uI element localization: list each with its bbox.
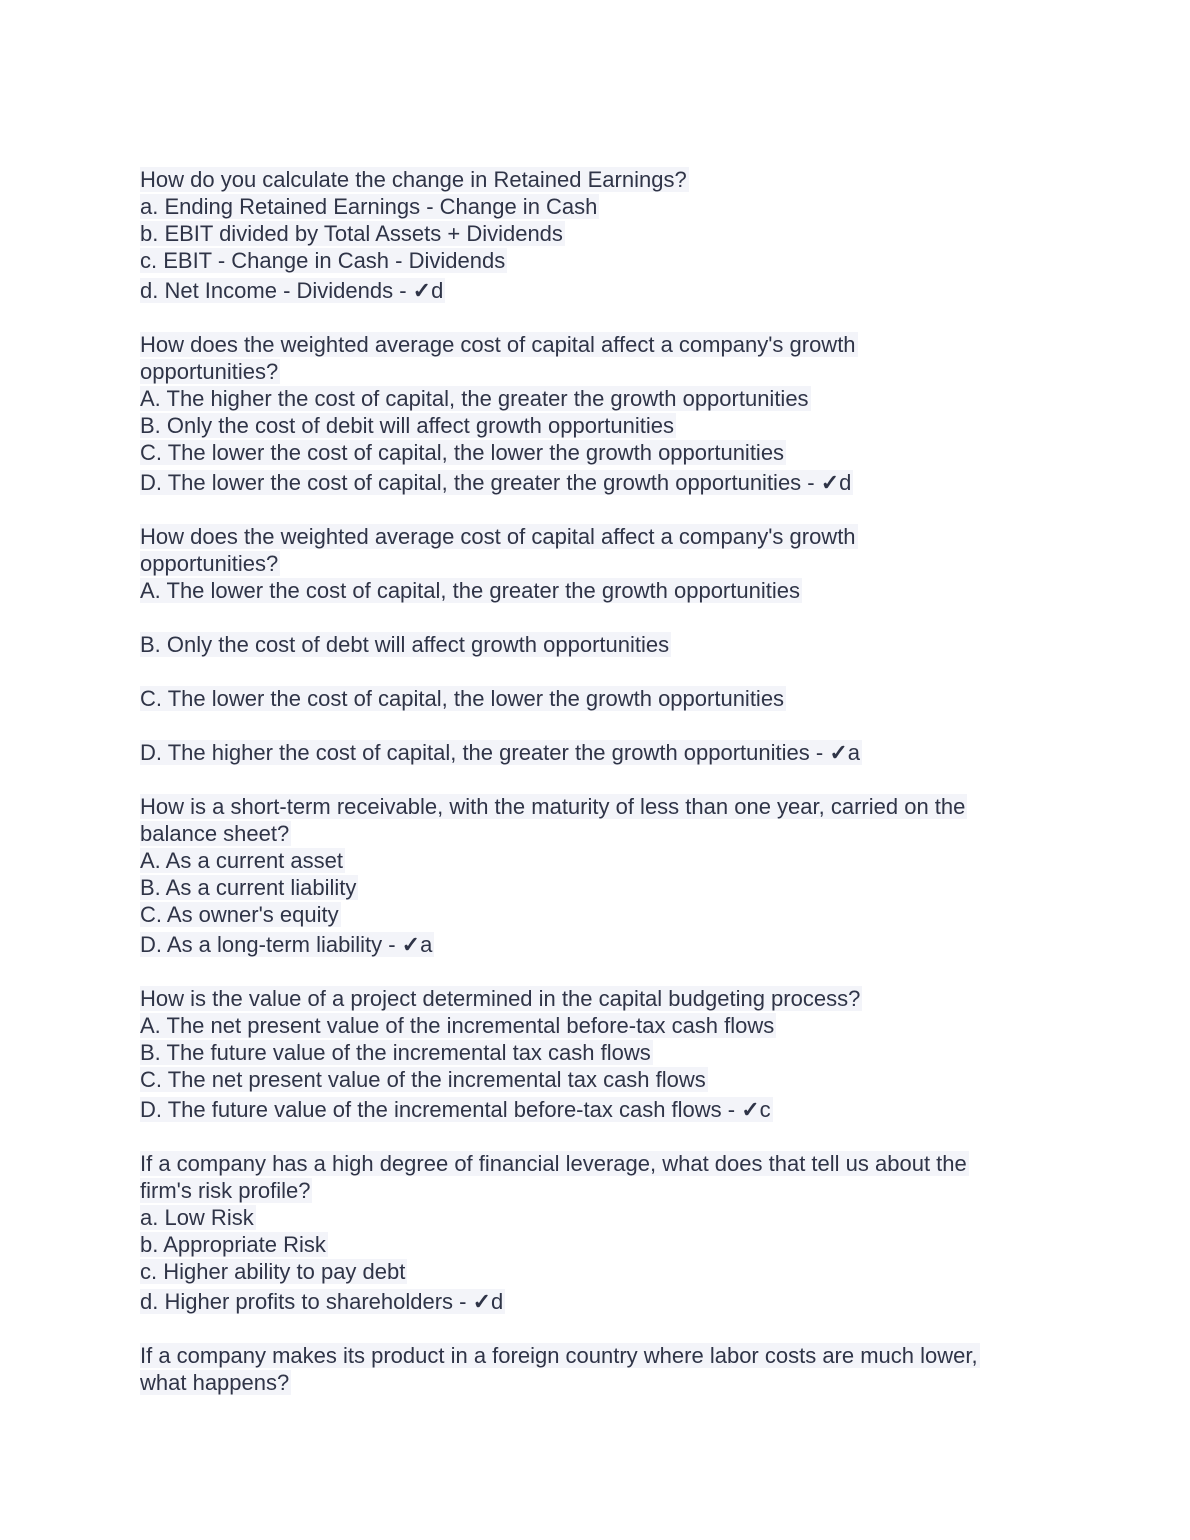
option: c. Higher ability to pay debt bbox=[140, 1259, 406, 1284]
question-text: How do you calculate the change in Retained Earnings? bbox=[140, 167, 687, 192]
option: a. Ending Retained Earnings - Change in Cash bbox=[140, 194, 598, 219]
question-text: opportunities? bbox=[140, 551, 279, 576]
question-block bbox=[140, 793, 1040, 958]
answer-line: D. The future value of the incremental before-tax cash flows - ✓c bbox=[140, 1097, 771, 1122]
checkmark-icon: ✓ bbox=[472, 1289, 492, 1314]
checkmark-icon: ✓ bbox=[829, 740, 848, 765]
answer-line: D. The lower the cost of capital, the greater the growth opportunities - ✓d bbox=[140, 470, 852, 495]
question-block bbox=[140, 331, 1040, 496]
checkmark-icon: ✓ bbox=[401, 932, 421, 957]
question-block bbox=[140, 1342, 1040, 1396]
question-block bbox=[140, 523, 1040, 766]
option: A. As a current asset bbox=[140, 848, 343, 873]
checkmark-icon: ✓ bbox=[741, 1097, 760, 1122]
answer-line: d. Higher profits to shareholders - ✓d bbox=[140, 1289, 504, 1314]
option: B. The future value of the incremental tax cash flows bbox=[140, 1040, 651, 1065]
question-text: If a company has a high degree of financial leverage, what does that tell us about the bbox=[140, 1151, 967, 1176]
option: B. Only the cost of debt will affect growth opportunities bbox=[140, 632, 670, 657]
option: b. EBIT divided by Total Assets + Dividends bbox=[140, 221, 563, 246]
question-block bbox=[140, 985, 1040, 1123]
option: C. The lower the cost of capital, the lower the growth opportunities bbox=[140, 686, 785, 711]
answer-letter: c bbox=[759, 1097, 771, 1122]
option: a. Low Risk bbox=[140, 1205, 254, 1230]
answer-line: D. The higher the cost of capital, the greater the growth opportunities - ✓a bbox=[140, 740, 861, 765]
question-text: How is a short-term receivable, with the maturity of less than one year, carried on the bbox=[140, 794, 966, 819]
answer-line: d. Net Income - Dividends - ✓d bbox=[140, 278, 444, 303]
question-text: If a company makes its product in a foreign country where labor costs are much lower, bbox=[140, 1343, 978, 1368]
answer-letter: d bbox=[491, 1289, 504, 1314]
question-text: How does the weighted average cost of capital affect a company's growth bbox=[140, 332, 856, 357]
question-text: balance sheet? bbox=[140, 821, 290, 846]
answer-line: D. As a long-term liability - ✓a bbox=[140, 932, 433, 957]
question-text: How is the value of a project determined in the capital budgeting process? bbox=[140, 986, 861, 1011]
answer-letter: d bbox=[839, 470, 852, 495]
option: B. Only the cost of debit will affect growth opportunities bbox=[140, 413, 674, 438]
option: b. Appropriate Risk bbox=[140, 1232, 326, 1257]
checkmark-icon: ✓ bbox=[820, 470, 840, 495]
option: c. EBIT - Change in Cash - Dividends bbox=[140, 248, 506, 273]
option: A. The higher the cost of capital, the greater the growth opportunities bbox=[140, 386, 809, 411]
option: A. The net present value of the incremental before-tax cash flows bbox=[140, 1013, 775, 1038]
answer-letter: a bbox=[847, 740, 861, 765]
option: C. As owner's equity bbox=[140, 902, 339, 927]
option: A. The lower the cost of capital, the greater the growth opportunities bbox=[140, 578, 800, 603]
question-text: what happens? bbox=[140, 1370, 290, 1395]
document-page bbox=[140, 166, 1040, 1423]
option: B. As a current liability bbox=[140, 875, 357, 900]
option: C. The lower the cost of capital, the lower the growth opportunities bbox=[140, 440, 785, 465]
question-block bbox=[140, 166, 1040, 304]
checkmark-icon: ✓ bbox=[412, 278, 432, 303]
question-block bbox=[140, 1150, 1040, 1315]
option: C. The net present value of the incremental tax cash flows bbox=[140, 1067, 706, 1092]
answer-letter: a bbox=[420, 932, 433, 957]
question-text: firm's risk profile? bbox=[140, 1178, 311, 1203]
question-text: opportunities? bbox=[140, 359, 279, 384]
answer-letter: d bbox=[431, 278, 444, 303]
question-text: How does the weighted average cost of capital affect a company's growth bbox=[140, 524, 856, 549]
